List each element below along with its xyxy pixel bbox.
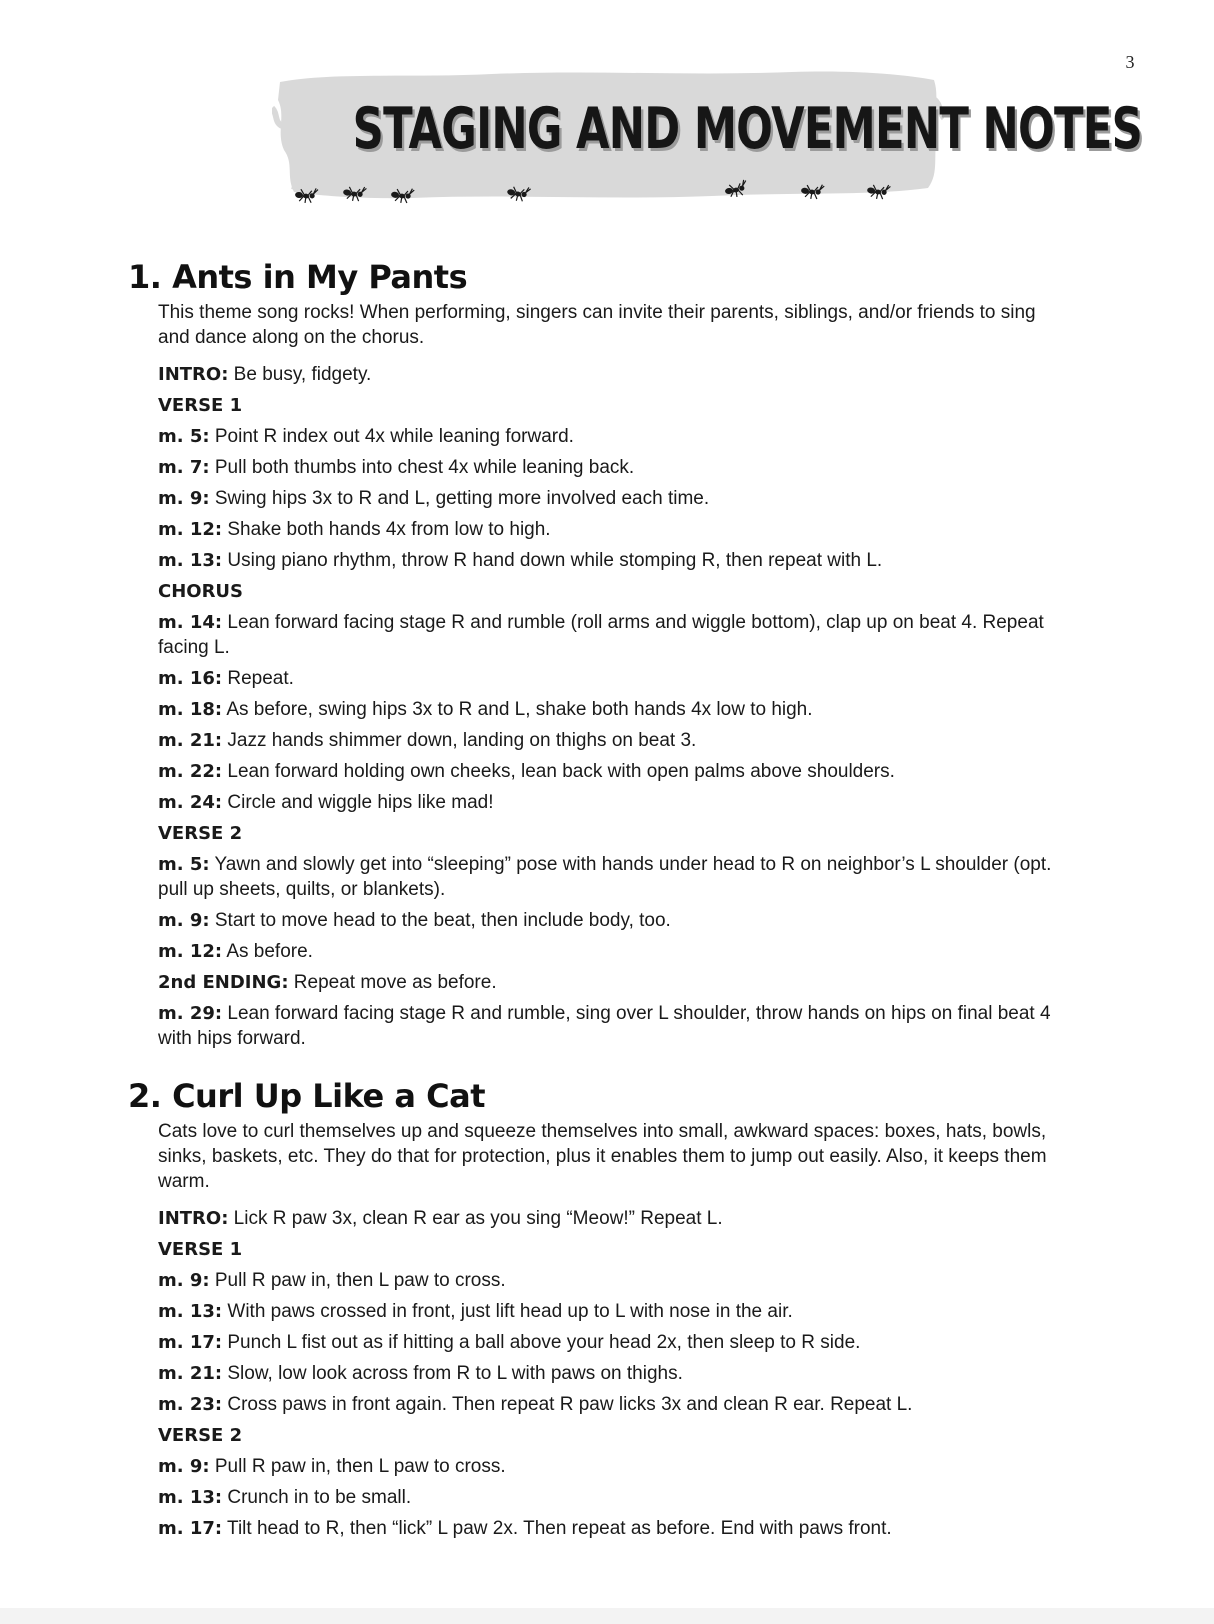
movement-note — [158, 1001, 1068, 1051]
ant-icon — [294, 186, 318, 205]
measure-label: m. 9: — [158, 488, 210, 509]
note-text: Using piano rhythm, throw R hand down while stomping R, then repeat with L. — [222, 550, 883, 571]
note-text: Repeat. — [222, 668, 294, 689]
ant-icon — [724, 180, 748, 199]
ant-icon — [866, 181, 891, 201]
movement-note — [158, 424, 1068, 449]
note-text: Tilt head to R, then “lick” L paw 2x. Then repeat as before. End with paws front. — [222, 1518, 892, 1539]
note-text: As before. — [222, 941, 313, 962]
movement-note — [158, 1361, 1068, 1386]
measure-label: m. 13: — [158, 1301, 223, 1322]
movement-note — [158, 666, 1068, 691]
movement-note — [158, 455, 1068, 480]
measure-label: m. 13: — [158, 1487, 223, 1508]
subsection-heading: VERSE 2 — [158, 823, 243, 844]
section-intro: This theme song rocks! When performing, singers can invite their parents, siblings, and/or friends to sing and dance along on the chorus. — [158, 302, 1036, 348]
movement-note — [158, 610, 1068, 660]
note-text: Lean forward holding own cheeks, lean back with open palms above shoulders. — [222, 761, 895, 782]
measure-label: m. 23: — [158, 1394, 223, 1415]
measure-label: INTRO: — [158, 364, 229, 385]
measure-label: m. 13: — [158, 550, 223, 571]
measure-label: m. 21: — [158, 730, 223, 751]
note-text: Shake both hands 4x from low to high. — [222, 519, 551, 540]
ant-icon — [800, 181, 824, 201]
measure-label: m. 29: — [158, 1003, 223, 1024]
measure-label: m. 7: — [158, 457, 210, 478]
note-text: Yawn and slowly get into “sleeping” pose with hands under head to R on neighbor’s L shoulder (opt. pull up sheets, quilts, or blankets). — [158, 854, 1052, 900]
movement-note — [158, 728, 1068, 753]
movement-note — [158, 908, 1068, 933]
note-text: Crunch in to be small. — [222, 1487, 412, 1508]
measure-label: m. 12: — [158, 519, 223, 540]
note-text: Cross paws in front again. Then repeat R paw licks 3x and clean R ear. Repeat L. — [222, 1394, 913, 1415]
note-text: Lick R paw 3x, clean R ear as you sing “Meow!” Repeat L. — [228, 1208, 723, 1229]
movement-note — [158, 1268, 1068, 1293]
note-text: Repeat move as before. — [288, 972, 497, 993]
movement-note — [158, 1206, 1068, 1231]
note-text: Circle and wiggle hips like mad! — [222, 792, 494, 813]
movement-note — [158, 697, 1068, 722]
movement-note — [158, 970, 1068, 995]
measure-label: m. 17: — [158, 1518, 223, 1539]
section-ants-in-my-pants — [128, 256, 1068, 1057]
section-intro: Cats love to curl themselves up and squeeze themselves into small, awkward spaces: boxes, hats, bowls, sinks, baskets, etc. They do that for protection, plus it enables them to jump out easily. Also, it keeps them warm. — [158, 1121, 1047, 1192]
banner-title: STAGING AND MOVEMENT NOTES — [352, 96, 1143, 162]
movement-note — [158, 790, 1068, 815]
section-curl-up-like-a-cat — [128, 1075, 1068, 1547]
section-title: 1. Ants in My Pants — [128, 258, 468, 296]
measure-label: m. 14: — [158, 612, 223, 633]
measure-label: m. 9: — [158, 1456, 210, 1477]
subsection-heading: VERSE 1 — [158, 1239, 243, 1260]
movement-note — [158, 759, 1068, 784]
page-number: 3 — [1125, 52, 1135, 72]
movement-note — [158, 486, 1068, 511]
movement-note — [158, 1299, 1068, 1324]
movement-note — [158, 852, 1068, 902]
measure-label: m. 18: — [158, 699, 223, 720]
ant-icon — [390, 185, 414, 205]
note-text: Pull both thumbs into chest 4x while leaning back. — [209, 457, 635, 478]
movement-note — [158, 1330, 1068, 1355]
ant-icons — [272, 68, 1143, 218]
note-text: Punch L fist out as if hitting a ball above your head 2x, then sleep to R side. — [222, 1332, 861, 1353]
note-text: Slow, low look across from R to L with paws on thighs. — [222, 1363, 683, 1384]
note-text: Lean forward facing stage R and rumble, sing over L shoulder, throw hands on hips on final beat 4 with hips forward. — [158, 1003, 1051, 1049]
subsection-heading: VERSE 2 — [158, 1425, 243, 1446]
note-text: Point R index out 4x while leaning forward. — [209, 426, 574, 447]
movement-note — [158, 1516, 1068, 1541]
subsection-heading: VERSE 1 — [158, 395, 243, 416]
measure-label: m. 24: — [158, 792, 223, 813]
note-text: As before, swing hips 3x to R and L, shake both hands 4x low to high. — [222, 699, 813, 720]
measure-label: 2nd ENDING: — [158, 972, 289, 993]
note-text: With paws crossed in front, just lift head up to L with nose in the air. — [222, 1301, 793, 1322]
note-text: Be busy, fidgety. — [228, 364, 372, 385]
note-text: Pull R paw in, then L paw to cross. — [209, 1456, 506, 1477]
measure-label: INTRO: — [158, 1208, 229, 1229]
measure-label: m. 5: — [158, 854, 210, 875]
ant-icon — [342, 183, 367, 203]
measure-label: m. 17: — [158, 1332, 223, 1353]
movement-note — [158, 1485, 1068, 1510]
movement-note — [158, 1454, 1068, 1479]
measure-label: m. 5: — [158, 426, 210, 447]
measure-label: m. 9: — [158, 910, 210, 931]
title-banner — [272, 68, 1143, 218]
section-title: 2. Curl Up Like a Cat — [128, 1077, 485, 1115]
measure-label: m. 9: — [158, 1270, 210, 1291]
movement-note — [158, 548, 1068, 573]
note-text: Jazz hands shimmer down, landing on thighs on beat 3. — [222, 730, 697, 751]
movement-note — [158, 517, 1068, 542]
measure-label: m. 12: — [158, 941, 223, 962]
note-text: Start to move head to the beat, then include body, too. — [209, 910, 671, 931]
note-text: Swing hips 3x to R and L, getting more involved each time. — [209, 488, 710, 509]
note-text: Lean forward facing stage R and rumble (roll arms and wiggle bottom), clap up on beat 4. Repeat facing L. — [158, 612, 1044, 658]
movement-notes-list — [158, 362, 1068, 1051]
movement-note — [158, 939, 1068, 964]
measure-label: m. 22: — [158, 761, 223, 782]
measure-label: m. 21: — [158, 1363, 223, 1384]
measure-label: m. 16: — [158, 668, 223, 689]
note-text: Pull R paw in, then L paw to cross. — [209, 1270, 506, 1291]
movement-note — [158, 1392, 1068, 1417]
ant-icon — [506, 183, 531, 204]
movement-notes-list — [158, 1206, 1068, 1541]
movement-note — [158, 362, 1068, 387]
subsection-heading: CHORUS — [158, 581, 244, 602]
